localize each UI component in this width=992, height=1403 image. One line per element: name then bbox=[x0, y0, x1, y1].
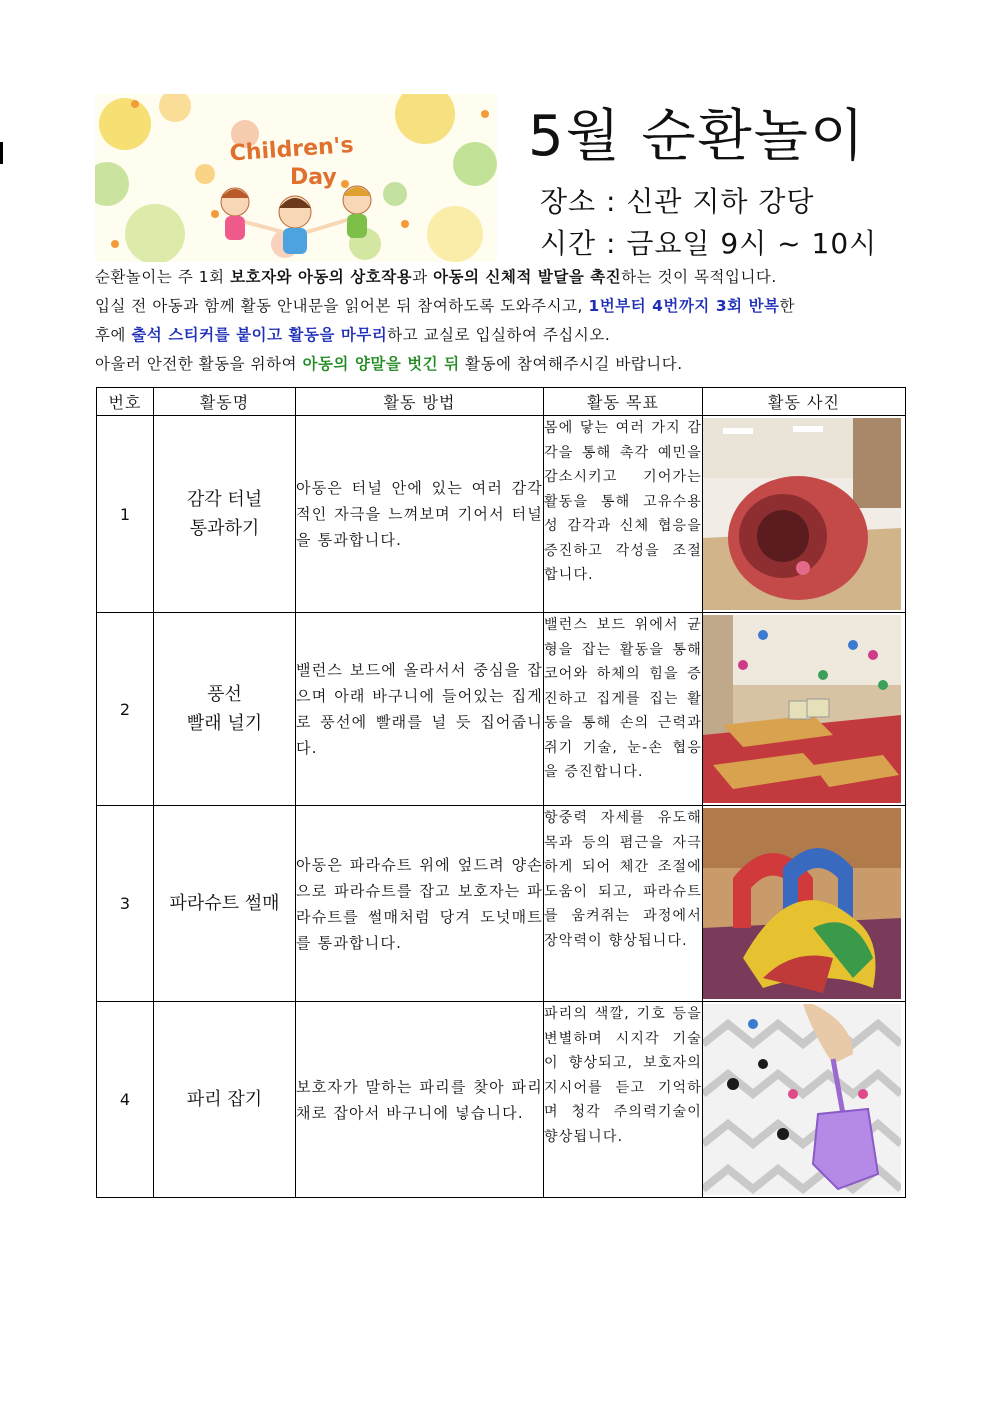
activity-photo-fly-swatter bbox=[703, 1002, 906, 1198]
activity-method: 아동은 파라슈트 위에 엎드려 양손으로 파라슈트를 잡고 보호자는 파라슈트를 썰매처럼 당겨 도넛매트를 통과합니다. bbox=[296, 806, 544, 1002]
intro-green-emphasis: 아동의 양말을 벗긴 뒤 bbox=[302, 355, 460, 373]
activity-method: 아동은 터널 안에 있는 여러 감각적인 자극을 느껴보며 기어서 터널을 통과합니다. bbox=[296, 416, 544, 613]
page-title: 5월 순환놀이 bbox=[528, 104, 866, 169]
svg-text:Day: Day bbox=[290, 165, 337, 190]
intro-blue-emphasis: 1번부터 4번까지 3회 반복 bbox=[588, 297, 780, 315]
intro-text-span: 후에 bbox=[95, 326, 132, 344]
intro-text-span: 활동에 참여해주시길 바랍니다. bbox=[459, 355, 683, 373]
activity-name-line: 풍선 bbox=[207, 684, 242, 705]
table-row bbox=[97, 613, 906, 806]
activity-name bbox=[154, 1002, 296, 1198]
margin-mark bbox=[0, 142, 3, 164]
intro-text-span: 순환놀이는 주 1회 bbox=[95, 268, 231, 286]
table-row bbox=[97, 806, 906, 1002]
intro-emphasis: 보호자와 아동의 상호작용 bbox=[230, 268, 413, 286]
intro-emphasis: 아동의 신체적 발달을 촉진 bbox=[433, 268, 622, 286]
activity-name bbox=[154, 806, 296, 1002]
intro-text-span: 하는 것이 목적입니다. bbox=[621, 268, 777, 286]
activity-name-line: 파리 잡기 bbox=[186, 1089, 263, 1110]
activity-name bbox=[154, 613, 296, 806]
row-number: 2 bbox=[97, 613, 154, 806]
table-header-row bbox=[97, 388, 906, 416]
intro-text-span: 아울러 안전한 활동을 위하여 bbox=[95, 355, 303, 373]
time-info: 시간 : 금요일 9시 ~ 10시 bbox=[540, 227, 878, 260]
header-activity-name: 활동명 bbox=[154, 388, 296, 416]
activity-goal: 항중력 자세를 유도해 목과 등의 폄근을 자극하게 되어 체간 조절에 도움이 되고, 파라슈트를 움켜쥐는 과정에서 장악력이 향상됩니다. bbox=[544, 806, 703, 1002]
activity-photo-balance-board bbox=[703, 613, 906, 806]
intro-text-span: 과 bbox=[412, 268, 434, 286]
activity-goal: 밸런스 보드 위에서 균형을 잡는 활동을 통해 코어와 하체의 힘을 증진하고 집게를 집는 활동을 통해 손의 근력과 쥐기 기술, 눈-손 협응을 증진합니다. bbox=[544, 613, 703, 806]
intro-line-1 bbox=[95, 263, 915, 292]
header-photo: 활동 사진 bbox=[703, 388, 906, 416]
intro-text-span: 한 bbox=[779, 297, 795, 315]
activity-method: 보호자가 말하는 파리를 찾아 파리채로 잡아서 바구니에 넣습니다. bbox=[296, 1002, 544, 1198]
place-info: 장소 : 신관 지하 강당 bbox=[540, 185, 815, 218]
activity-goal: 몸에 닿는 여러 가지 감각을 통해 촉각 예민을 감소시키고 기어가는 활동을 통해 고유수용성 감각과 신체 협응을 증진하고 각성을 조절합니다. bbox=[544, 416, 703, 613]
row-number: 3 bbox=[97, 806, 154, 1002]
intro-text bbox=[95, 263, 915, 379]
intro-text-span: 입실 전 아동과 함께 활동 안내문을 읽어본 뒤 참여하도록 도와주시고, bbox=[95, 297, 589, 315]
intro-blue-emphasis: 출석 스티커를 붙이고 활동을 마무리 bbox=[131, 326, 388, 344]
table-row bbox=[97, 1002, 906, 1198]
activity-name-line: 감각 터널 bbox=[186, 489, 263, 510]
activity-photo-tunnel bbox=[703, 416, 906, 613]
header-number: 번호 bbox=[97, 388, 154, 416]
activity-method: 밸런스 보드에 올라서서 중심을 잡으며 아래 바구니에 들어있는 집게로 풍선에 빨래를 널 듯 집어줍니다. bbox=[296, 613, 544, 806]
activity-table bbox=[96, 387, 906, 1198]
activity-name-line: 통과하기 bbox=[189, 518, 260, 539]
row-number: 4 bbox=[97, 1002, 154, 1198]
header-method: 활동 방법 bbox=[296, 388, 544, 416]
activity-name-line: 빨래 널기 bbox=[186, 713, 263, 734]
activity-goal: 파리의 색깔, 기호 등을 변별하며 시지각 기술이 향상되고, 보호자의 지시어를 듣고 기억하며 청각 주의력기술이 향상됩니다. bbox=[544, 1002, 703, 1198]
activity-name bbox=[154, 416, 296, 613]
svg-text:Children's: Children's bbox=[228, 132, 355, 167]
childrens-day-banner bbox=[95, 94, 497, 262]
header-goal: 활동 목표 bbox=[544, 388, 703, 416]
intro-line-4 bbox=[95, 350, 915, 379]
activity-photo-parachute bbox=[703, 806, 906, 1002]
intro-line-2 bbox=[95, 292, 915, 321]
row-number: 1 bbox=[97, 416, 154, 613]
intro-line-3 bbox=[95, 321, 915, 350]
table-row bbox=[97, 416, 906, 613]
intro-text-span: 하고 교실로 입실하여 주십시오. bbox=[387, 326, 611, 344]
activity-name-line: 파라슈트 썰매 bbox=[169, 893, 280, 914]
